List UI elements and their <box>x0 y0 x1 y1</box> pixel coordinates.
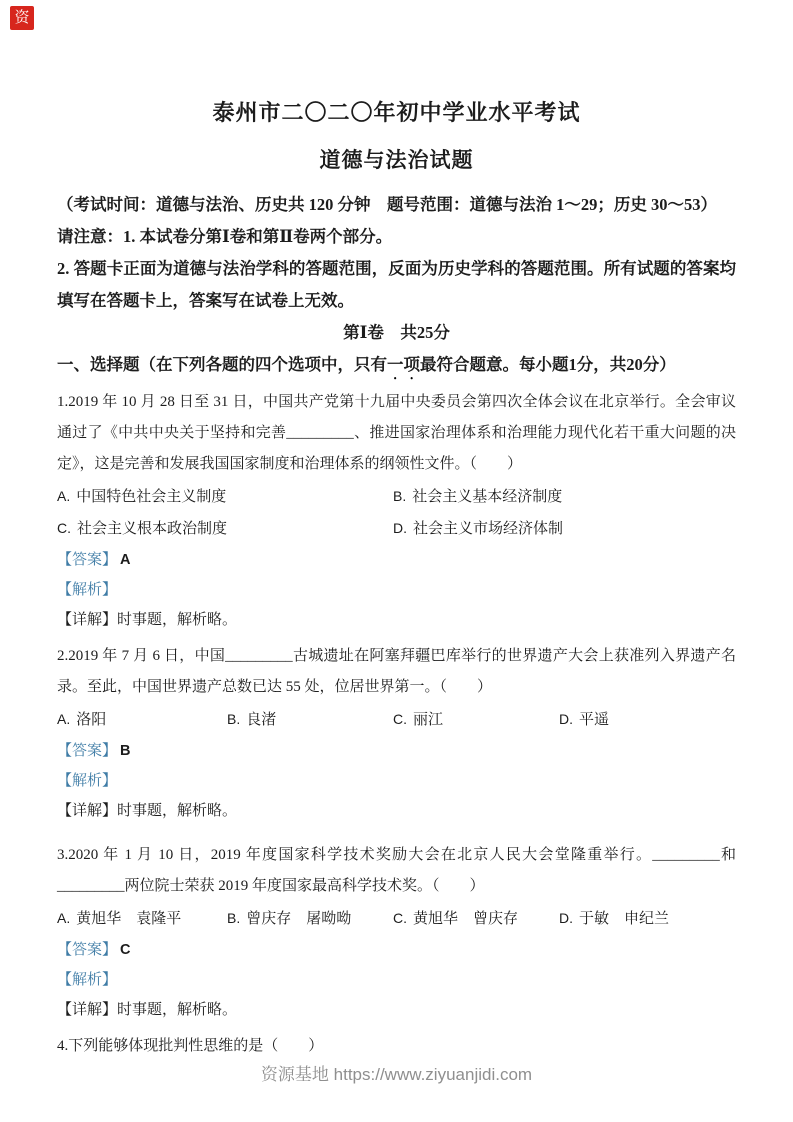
option-text: 黄旭华 曾庆存 <box>413 911 519 927</box>
notice-line-1: 请注意：1. 本试卷分第Ⅰ卷和第Ⅱ卷两个部分。 <box>57 227 393 246</box>
option-letter: D. <box>559 910 573 926</box>
answer-value: A <box>120 552 131 568</box>
option-letter: D. <box>559 711 573 727</box>
question-3-option-d <box>559 903 736 935</box>
detail-text: 时事题，解析略。 <box>117 612 238 628</box>
question-1-option-b <box>393 481 736 513</box>
question-1-detail-line <box>57 605 736 635</box>
answer-label: 【答案】 <box>57 552 118 568</box>
page-title: 泰州市二〇二〇年初中学业水平考试 <box>212 100 581 125</box>
answer-value: C <box>120 942 131 958</box>
notice-line-2: 2. 答题卡正面为道德与法治学科的答题范围，反面为历史学科的答题范围。所有试题的答案均填写在答题卡上，答案写在试卷上无效。 <box>57 259 736 310</box>
question-3-option-b <box>227 903 393 935</box>
detail-text: 时事题，解析略。 <box>117 1002 238 1018</box>
option-text: 社会主义市场经济体制 <box>413 521 564 537</box>
part-1-header-emphasized: 一项 <box>387 355 420 374</box>
option-text: 于敏 申纪兰 <box>579 911 670 927</box>
answer-label: 【答案】 <box>57 942 118 958</box>
exam-info-line: （考试时间：道德与法治、历史共 120 分钟 题号范围：道德与法治 1～29；历史 30～53） <box>57 195 717 214</box>
question-3-stem: 3.2020 年 1 月 10 日，2019 年度国家科学技术奖励大会在北京人民大会堂隆重举行。_________和_________两位院士荣获 2019 年度国家最高科学技术奖。（ ） <box>57 847 736 894</box>
detail-label: 【详解】 <box>57 803 118 819</box>
question-2-detail-line <box>57 796 736 826</box>
analysis-label: 【解析】 <box>57 972 118 988</box>
option-text: 中国特色社会主义制度 <box>76 489 227 505</box>
question-3-option-a <box>57 903 227 935</box>
question-2-analysis-line <box>57 766 736 796</box>
question-1-option-c <box>57 513 393 545</box>
answer-value: B <box>120 743 131 759</box>
question-1-stem: 1.2019 年 10 月 28 日至 31 日，中国共产党第十九届中央委员会第四次全体会议在北京举行。全会审议通过了《中共中央关于坚持和完善_________、推进国家治理体系和治理能力现代化若干重大问题的决定》，这是完善和发展我国国家制度和治理体系的纲领性文件。（ ） <box>57 394 736 472</box>
option-text: 黄旭华 袁隆平 <box>76 911 182 927</box>
detail-label: 【详解】 <box>57 1002 118 1018</box>
option-letter: A. <box>57 910 71 926</box>
detail-label: 【详解】 <box>57 612 118 628</box>
option-letter: C. <box>393 910 407 926</box>
option-letter: B. <box>227 711 241 727</box>
option-text: 洛阳 <box>76 712 107 728</box>
question-1-option-d <box>393 513 736 545</box>
option-letter: B. <box>393 488 407 504</box>
option-text: 平遥 <box>579 712 610 728</box>
part-1-header-prefix: 一、选择题（在下列各题的四个选项中，只有 <box>57 355 387 374</box>
question-3-detail-line <box>57 995 736 1025</box>
question-3-analysis-line <box>57 965 736 995</box>
question-3-option-c <box>393 903 559 935</box>
question-2-answer-line <box>57 736 736 766</box>
option-letter: C. <box>393 711 407 727</box>
section-1-title: 第Ⅰ卷 共25分 <box>343 323 450 342</box>
question-1-answer-line <box>57 545 736 575</box>
detail-text: 时事题，解析略。 <box>117 803 238 819</box>
option-letter: D. <box>393 520 407 536</box>
ziyuanjidi-watermark-icon: 资 <box>10 6 34 30</box>
question-1-analysis-line <box>57 575 736 605</box>
part-1-header <box>57 349 736 383</box>
footer-site-name: 资源基地 <box>260 1065 329 1084</box>
page-subtitle: 道德与法治试题 <box>319 148 474 172</box>
analysis-label: 【解析】 <box>57 773 118 789</box>
question-3 <box>57 840 736 1025</box>
option-text: 社会主义基本经济制度 <box>412 489 563 505</box>
option-letter: B. <box>227 910 241 926</box>
question-2-stem: 2.2019 年 7 月 6 日，中国_________古城遗址在阿塞拜疆巴库举行的世界遗产大会上获准列入界遗产名录。至此，中国世界遗产总数已达 55 处，位居世界第一。（ ） <box>57 648 736 695</box>
question-1-option-a <box>57 481 393 513</box>
option-letter: A. <box>57 488 71 504</box>
question-1-options <box>57 481 736 545</box>
question-3-answer-line <box>57 935 736 965</box>
question-2-option-c <box>393 704 559 736</box>
question-3-options <box>57 903 736 935</box>
page-footer <box>0 1060 793 1085</box>
option-text: 丽江 <box>413 712 444 728</box>
analysis-label: 【解析】 <box>57 582 118 598</box>
question-1 <box>57 387 736 635</box>
part-1-header-suffix: 最符合题意。每小题1分，共20分） <box>420 355 676 374</box>
question-4-stem: 4.下列能够体现批判性思维的是（ ） <box>57 1038 324 1054</box>
option-text: 社会主义根本政治制度 <box>77 521 228 537</box>
question-2-options <box>57 704 736 736</box>
question-2 <box>57 641 736 826</box>
question-2-option-a <box>57 704 227 736</box>
option-text: 良渚 <box>246 712 277 728</box>
answer-label: 【答案】 <box>57 743 118 759</box>
option-letter: C. <box>57 520 71 536</box>
option-text: 曾庆存 屠呦呦 <box>246 911 352 927</box>
question-2-option-d <box>559 704 736 736</box>
option-letter: A. <box>57 711 71 727</box>
question-2-option-b <box>227 704 393 736</box>
footer-url: https://www.ziyuanjidi.com <box>333 1065 533 1084</box>
